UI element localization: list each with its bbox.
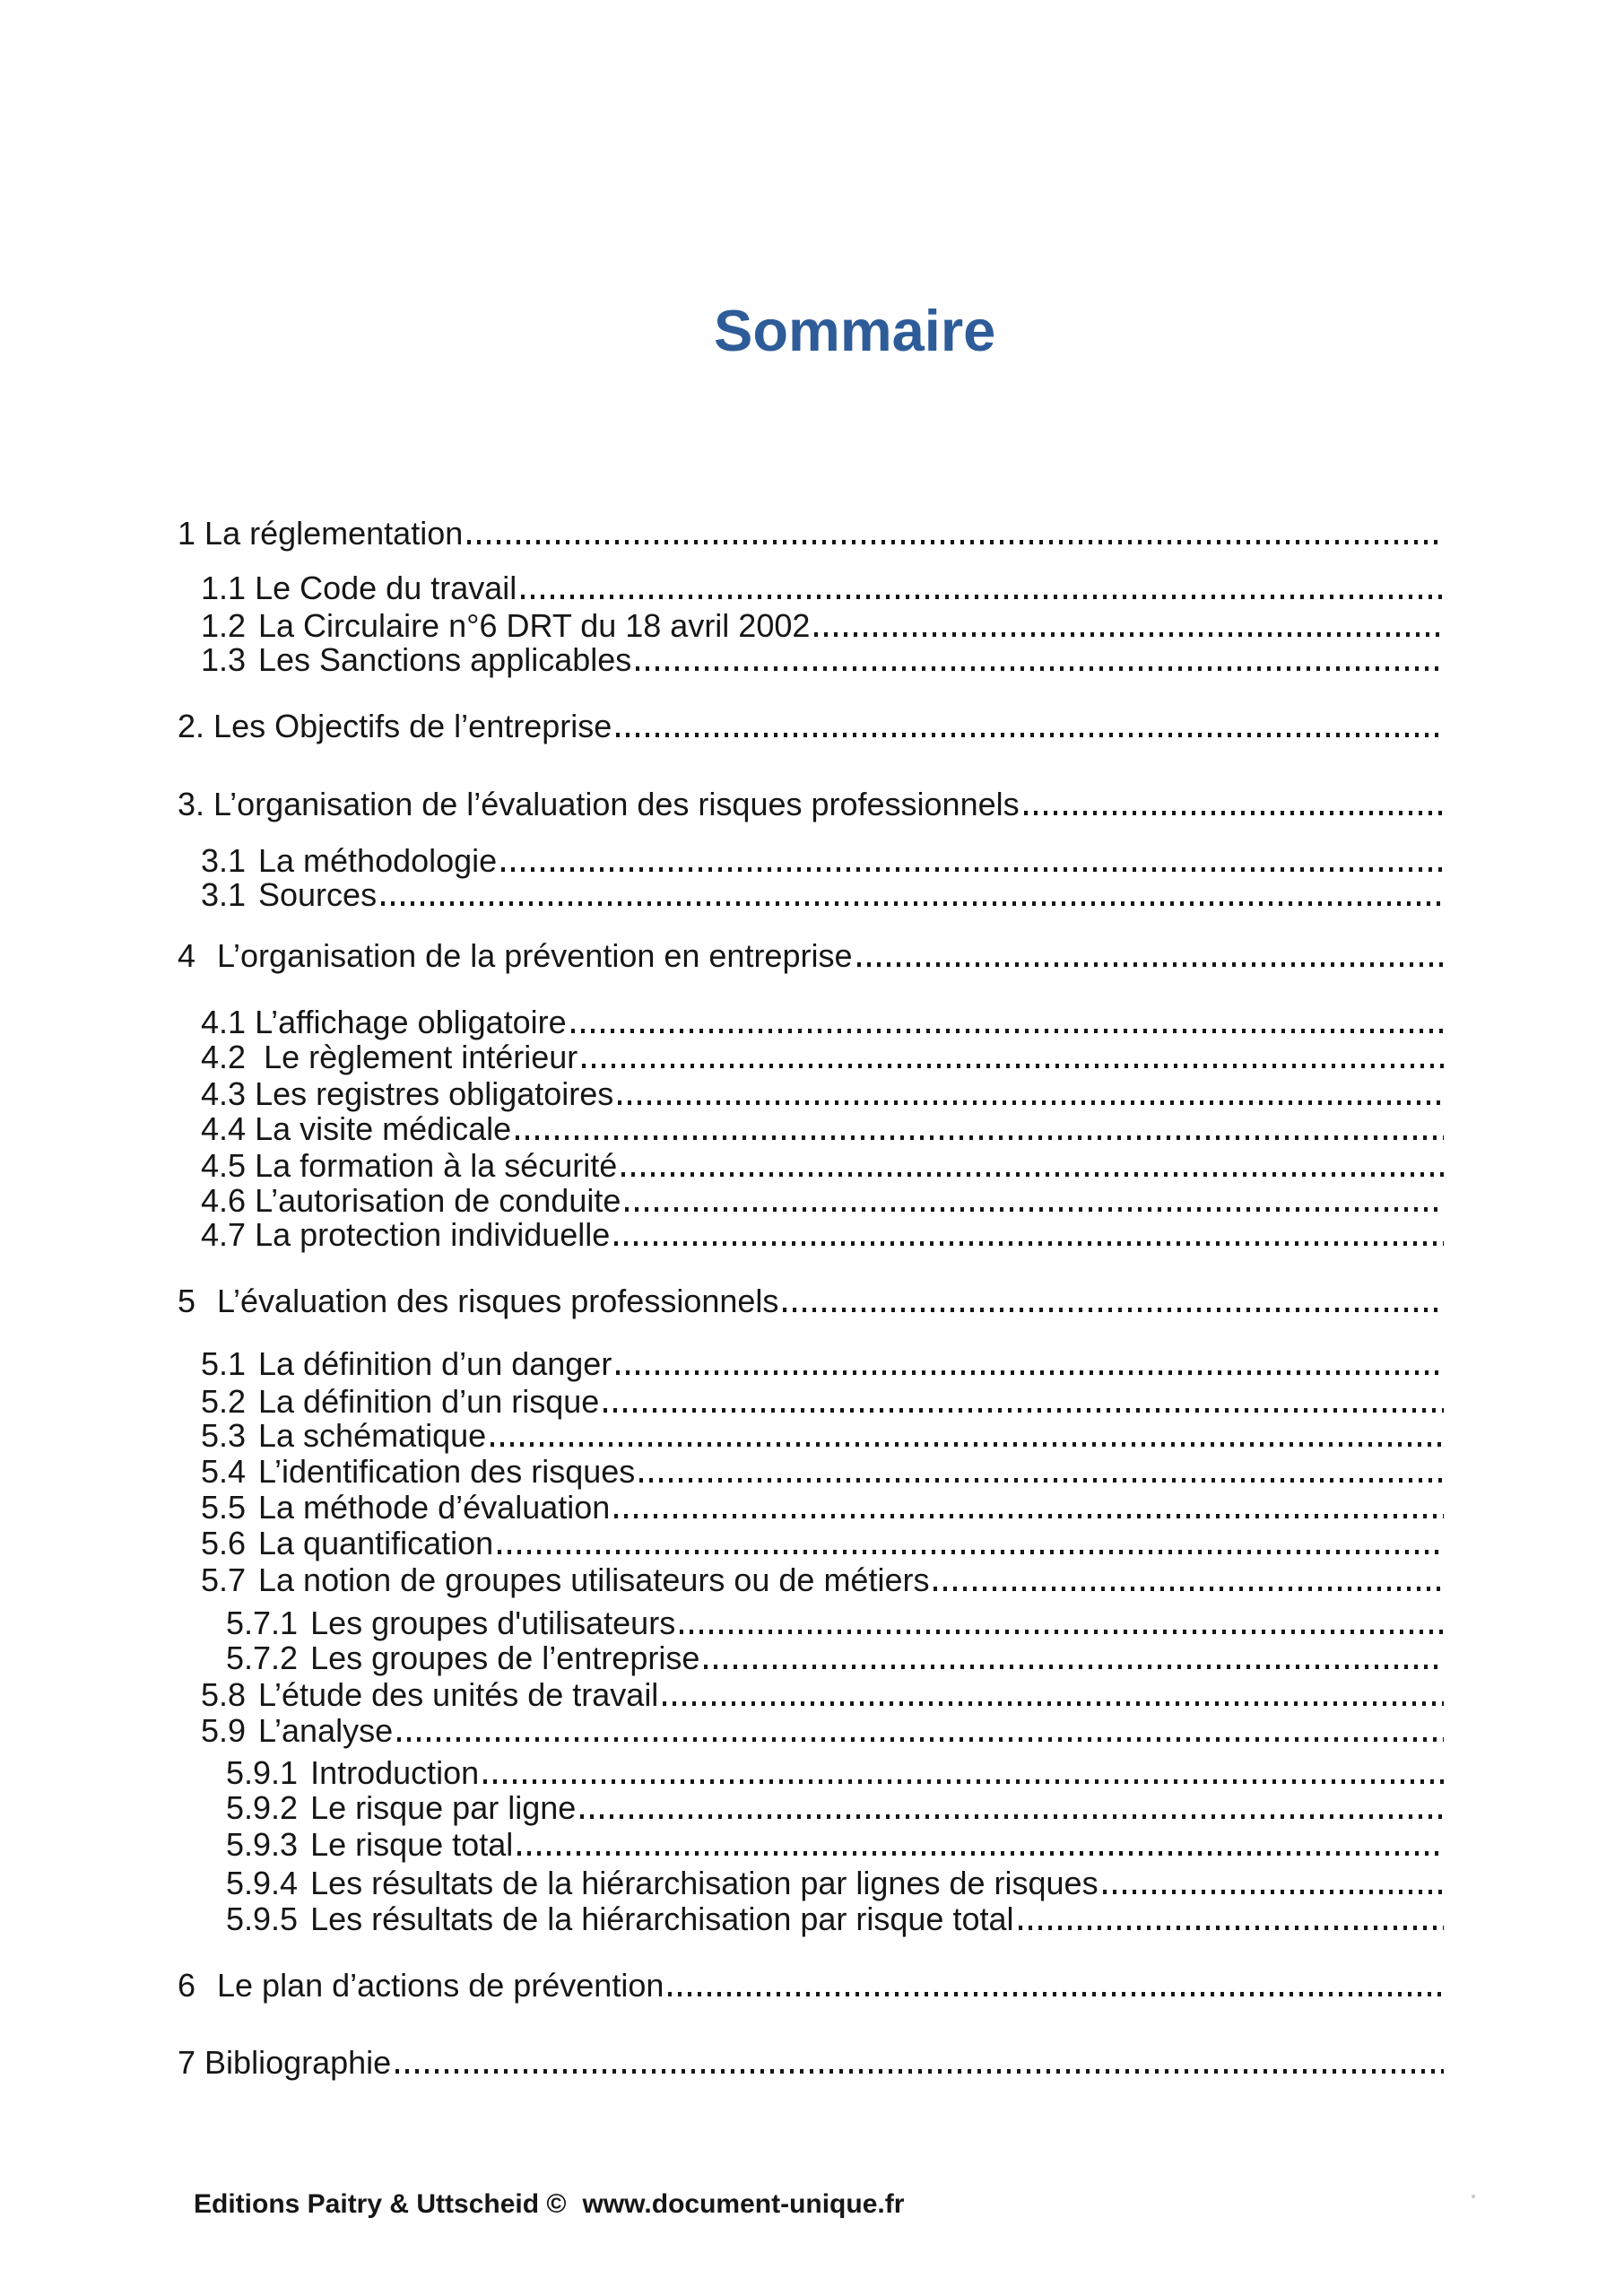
toc-entry-label: Les registres obligatoires xyxy=(255,1075,614,1112)
toc-entry-number: 5 xyxy=(178,1283,196,1319)
toc-entry-label: La notion de groupes utilisateurs ou de métiers xyxy=(258,1561,930,1598)
dot-leader xyxy=(467,540,1444,544)
toc-entry-separator xyxy=(246,569,255,608)
toc-entry-label: La définition d’un danger xyxy=(258,1345,612,1382)
toc-entry-separator xyxy=(246,1215,255,1255)
toc-entry-label: Le risque par ligne xyxy=(310,1789,577,1826)
dot-leader xyxy=(395,2069,1444,2074)
toc-entry-separator xyxy=(204,785,213,824)
toc-entry-number: 5.2 xyxy=(201,1383,247,1420)
dot-leader xyxy=(616,733,1444,737)
toc-entry[interactable] xyxy=(178,1966,1444,2005)
toc-entry-number: 6 xyxy=(178,1967,196,2004)
toc-entry[interactable] xyxy=(178,1416,1444,1456)
toc-entry-label: Les Objectifs de l’entreprise xyxy=(213,708,612,744)
toc-entry-number: 4 xyxy=(178,937,196,974)
toc-entry[interactable] xyxy=(178,569,1444,608)
toc-entry-number: 5.9.4 xyxy=(226,1865,299,1901)
toc-entry[interactable] xyxy=(178,875,1444,915)
toc-entry-number: 1.2 xyxy=(201,607,247,644)
toc-entry[interactable] xyxy=(178,1215,1444,1255)
toc-entry-label: La réglementation xyxy=(204,515,464,552)
dot-leader xyxy=(521,595,1444,599)
toc-entry[interactable] xyxy=(178,1711,1444,1751)
dot-leader xyxy=(783,1308,1444,1312)
dot-leader xyxy=(618,1100,1444,1105)
toc-entry-separator xyxy=(246,1003,255,1042)
toc-entry-label: Les groupes d'utilisateurs xyxy=(310,1605,676,1641)
toc-entry-separator xyxy=(204,707,213,746)
toc-entry-number: 4.2 xyxy=(201,1039,256,1075)
toc-entry[interactable] xyxy=(178,707,1444,746)
dot-leader xyxy=(397,1737,1444,1742)
dot-leader xyxy=(582,1064,1444,1068)
dot-leader xyxy=(663,1701,1444,1706)
toc-entry-number: 5.7.2 xyxy=(226,1639,299,1676)
toc-entry-separator xyxy=(246,1146,255,1186)
toc-entry[interactable] xyxy=(178,1864,1444,1903)
toc-entry[interactable] xyxy=(178,1675,1444,1715)
toc-entry-label: Les résultats de la hiérarchisation par risque total xyxy=(310,1900,1014,1937)
dot-leader xyxy=(516,1135,1444,1140)
toc-entry-label: La visite médicale xyxy=(255,1110,512,1147)
dot-leader xyxy=(616,1370,1444,1375)
toc-entry-number: 4.5 xyxy=(201,1147,247,1184)
toc-entry[interactable] xyxy=(178,1452,1444,1492)
dot-leader xyxy=(498,1550,1444,1554)
toc-entry-number: 2. xyxy=(178,708,205,744)
toc-entry[interactable] xyxy=(178,785,1444,824)
toc-entry-label: Le plan d’actions de prévention xyxy=(217,1967,664,2004)
toc-entry[interactable] xyxy=(178,1109,1444,1149)
toc-entry[interactable] xyxy=(178,514,1444,553)
dot-leader xyxy=(381,901,1444,906)
toc-entry[interactable] xyxy=(178,1604,1444,1643)
dot-leader xyxy=(639,1478,1444,1483)
footer-url: www.document-unique.fr xyxy=(582,2189,905,2219)
toc-entry[interactable] xyxy=(178,1488,1444,1527)
scan-artifact-dot xyxy=(1472,2195,1475,2198)
toc-entry-number: 5.9.5 xyxy=(226,1900,299,1937)
toc-entry[interactable] xyxy=(178,1282,1444,1321)
toc-entry-separator xyxy=(195,514,204,553)
dot-leader xyxy=(1024,811,1444,815)
toc-entry-number: 5.3 xyxy=(201,1417,247,1454)
toc-entry-number: 3. xyxy=(178,786,205,822)
toc-entry-label: L’étude des unités de travail xyxy=(258,1676,659,1713)
toc-entry-label: La formation à la sécurité xyxy=(255,1147,618,1184)
toc-entry-number: 1.3 xyxy=(201,641,247,678)
toc-entry[interactable] xyxy=(178,1788,1444,1828)
toc-entry-number: 4.1 xyxy=(201,1004,247,1040)
toc-entry-label: La méthode d’évaluation xyxy=(258,1489,611,1526)
dot-leader xyxy=(571,1029,1444,1033)
toc-entry-number: 5.8 xyxy=(201,1676,247,1713)
toc-entry-label: Sources xyxy=(258,876,378,913)
toc-entry-number: 5.9.1 xyxy=(226,1754,299,1791)
dot-leader xyxy=(1103,1890,1444,1894)
toc-entry-label: La définition d’un risque xyxy=(258,1383,600,1420)
dot-leader xyxy=(517,1851,1444,1856)
toc-entry[interactable] xyxy=(178,1146,1444,1186)
toc-entry-number: 5.5 xyxy=(201,1489,247,1526)
toc-entry-label: L’organisation de l’évaluation des risques professionnels xyxy=(213,786,1020,822)
toc-entry-label: La méthodologie xyxy=(258,842,498,879)
toc-entry-number: 5.7.1 xyxy=(226,1605,299,1641)
dot-leader xyxy=(501,867,1444,872)
toc-entry-label: La protection individuelle xyxy=(255,1216,611,1253)
toc-entry-separator xyxy=(246,1074,255,1114)
toc-entry-number: 3.1 xyxy=(201,842,247,879)
toc-entry-number: 4.7 xyxy=(201,1216,247,1253)
dot-leader xyxy=(636,666,1444,671)
toc-entry-label: L’organisation de la prévention en entreprise xyxy=(217,937,853,974)
dot-leader xyxy=(680,1630,1444,1634)
dot-leader xyxy=(1019,1926,1444,1930)
toc-entry[interactable] xyxy=(178,1344,1444,1384)
toc-entry[interactable] xyxy=(178,936,1444,976)
dot-leader xyxy=(621,1172,1444,1177)
toc-entry[interactable] xyxy=(178,1524,1444,1563)
toc-entry-number: 5.9.3 xyxy=(226,1826,299,1863)
dot-leader xyxy=(857,962,1445,967)
toc-entry[interactable] xyxy=(178,1753,1444,1793)
toc-entry-number: 5.4 xyxy=(201,1453,247,1490)
toc-entry-label: L’analyse xyxy=(258,1712,394,1749)
toc-entry[interactable] xyxy=(178,1074,1444,1114)
toc-entry-label: Les groupes de l’entreprise xyxy=(310,1639,700,1676)
toc-entry-number: 4.4 xyxy=(201,1110,247,1147)
toc-entry[interactable] xyxy=(178,1561,1444,1600)
dot-leader xyxy=(704,1665,1444,1669)
dot-leader xyxy=(614,1514,1444,1518)
dot-leader xyxy=(668,1992,1444,1996)
dot-leader xyxy=(483,1779,1444,1784)
toc-entry[interactable] xyxy=(178,1038,1444,1077)
toc-entry-label: L’affichage obligatoire xyxy=(255,1004,567,1040)
page-title: Sommaire xyxy=(714,298,996,363)
toc-entry-number: 1 xyxy=(178,515,196,552)
dot-leader xyxy=(491,1442,1444,1447)
toc-entry-label: L’évaluation des risques professionnels xyxy=(217,1283,779,1319)
toc-entry-number: 5.6 xyxy=(201,1525,247,1561)
toc-entry-number: 1.1 xyxy=(201,570,247,606)
toc-entry-label: La quantification xyxy=(258,1525,494,1561)
toc-entry-label: La schématique xyxy=(258,1417,487,1454)
toc-entry-number: 4.6 xyxy=(201,1182,247,1219)
toc-entry-number: 4.3 xyxy=(201,1075,247,1112)
toc-entry-number: 5.7 xyxy=(201,1561,247,1598)
toc-entry-label: Les résultats de la hiérarchisation par lignes de risques xyxy=(310,1865,1099,1901)
dot-leader xyxy=(625,1207,1444,1212)
toc-entry-number: 5.9.2 xyxy=(226,1789,299,1826)
dot-leader xyxy=(814,632,1444,637)
footer-credit xyxy=(194,2189,904,2220)
toc-entry[interactable] xyxy=(178,2043,1444,2083)
toc-entry-label: L’identification des risques xyxy=(258,1453,636,1490)
toc-entry[interactable] xyxy=(178,1900,1444,1939)
toc-entry-separator xyxy=(246,1109,255,1149)
toc-entry-label: Le règlement intérieur xyxy=(264,1039,578,1075)
toc-entry-separator xyxy=(195,2043,204,2083)
toc-entry-label: Le risque total xyxy=(310,1826,514,1863)
dot-leader xyxy=(934,1587,1444,1591)
dot-leader xyxy=(604,1408,1444,1413)
toc-entry-number: 5.1 xyxy=(201,1345,247,1382)
toc-entry[interactable] xyxy=(178,1639,1444,1678)
toc-entry[interactable] xyxy=(178,1825,1444,1865)
toc-entry[interactable] xyxy=(178,640,1444,680)
toc-entry-number: 7 xyxy=(178,2044,196,2081)
footer-publisher: Editions Paitry & Uttscheid © xyxy=(194,2189,567,2219)
toc-entry-label: Le Code du travail xyxy=(255,570,517,606)
toc-entry-number: 3.1 xyxy=(201,876,247,913)
toc-entry-label: Introduction xyxy=(310,1754,480,1791)
toc-entry-label: Bibliographie xyxy=(204,2044,392,2081)
toc-entry[interactable] xyxy=(178,1003,1444,1042)
toc-entry-label: Les Sanctions applicables xyxy=(258,641,632,678)
toc-entry-label: L’autorisation de conduite xyxy=(255,1182,621,1219)
toc-entry-separator xyxy=(255,1038,264,1077)
toc-entry-number: 5.9 xyxy=(201,1712,247,1749)
toc-entry-label: La Circulaire n°6 DRT du 18 avril 2002 xyxy=(258,607,811,644)
dot-leader xyxy=(614,1241,1444,1246)
dot-leader xyxy=(580,1814,1444,1819)
